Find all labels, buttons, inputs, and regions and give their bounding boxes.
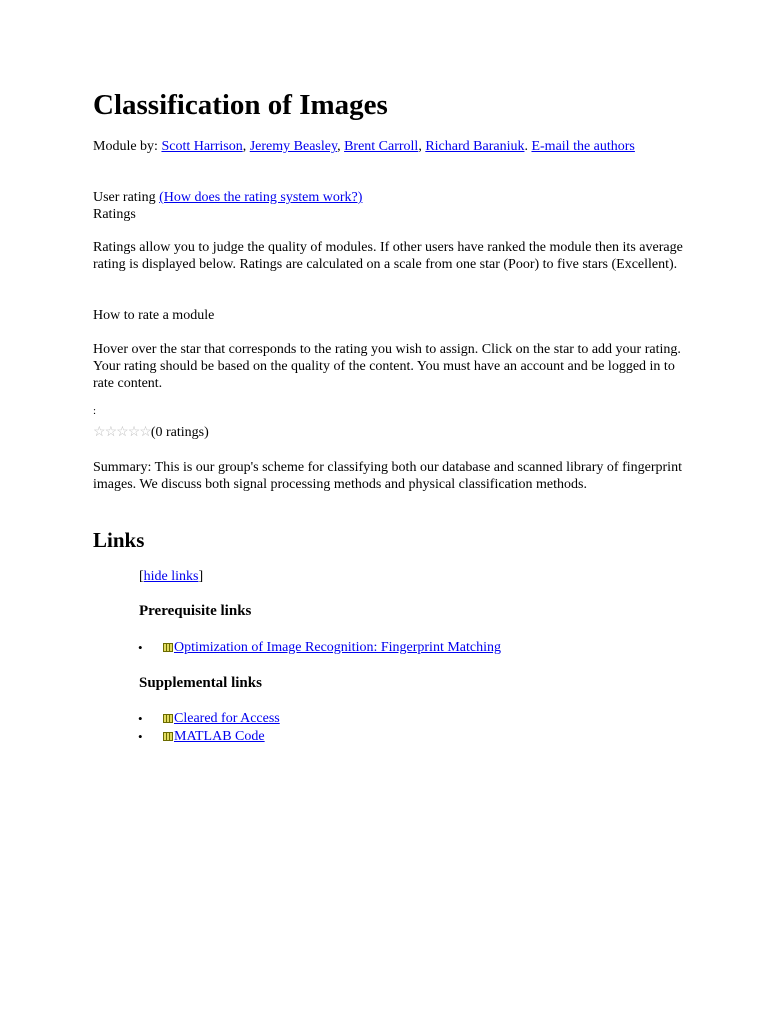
prerequisite-links-heading: Prerequisite links (139, 603, 252, 619)
rating-stars-row (93, 424, 209, 441)
supplemental-link-matlab-code[interactable]: MATLAB Code (174, 729, 265, 744)
star-1-icon[interactable]: ☆ (93, 425, 105, 440)
hide-links-link[interactable]: hide links (143, 569, 199, 584)
bullet-icon: • (138, 711, 143, 726)
module-icon (163, 732, 173, 741)
links-heading: Links (93, 528, 145, 552)
star-2-icon[interactable]: ☆ (104, 425, 117, 440)
byline-separator: , (337, 139, 345, 154)
email-authors-link[interactable]: E-mail the authors (531, 139, 635, 154)
hide-links-control (139, 568, 679, 585)
star-3-icon[interactable]: ☆ (116, 425, 128, 440)
author-link-richard-baraniuk[interactable]: Richard Baraniuk (425, 139, 525, 154)
supplemental-link-cleared-for-access[interactable]: Cleared for Access (174, 711, 280, 726)
user-rating-line (93, 189, 683, 206)
supplemental-links-heading: Supplemental links (139, 675, 262, 691)
list-item (138, 639, 501, 656)
list-item (138, 728, 265, 745)
hide-links-open-bracket: [ (139, 569, 144, 584)
bullet-icon: • (138, 640, 143, 655)
author-link-scott-harrison[interactable]: Scott Harrison (161, 139, 243, 154)
byline-separator: , (418, 139, 426, 154)
module-summary: Summary: This is our group's scheme for classifying both our database and scanned library of fingerprint images. We discuss both signal processing methods and physical classification methods. (93, 460, 682, 492)
page-title: Classification of Images (93, 89, 388, 121)
star-4-icon[interactable]: ☆ (127, 425, 140, 440)
byline-end-separator: . (524, 139, 532, 154)
ratings-description: Ratings allow you to judge the quality of modules. If other users have ranked the module then its average rating is displayed below. Ratings are calculated on a scale from one star (Poor) to five stars (Excellent). (93, 240, 683, 272)
module-icon (163, 643, 173, 652)
bullet-icon: • (138, 729, 143, 744)
prerequisite-link[interactable]: Optimization of Image Recognition: Fingerprint Matching (174, 640, 501, 655)
byline-separator: , (242, 139, 250, 154)
list-item (138, 710, 280, 727)
how-to-rate-heading: How to rate a module (93, 308, 215, 323)
module-icon (163, 714, 173, 723)
byline (93, 138, 683, 155)
hide-links-close-bracket: ] (198, 569, 204, 584)
user-rating-label: User rating (93, 190, 160, 205)
how-to-rate-text: Hover over the star that corresponds to the rating you wish to assign. Click on the star to add your rating. Your rating should be based on the quality of the content. You must have an account and be logged in to rate content. (93, 342, 681, 391)
author-link-jeremy-beasley[interactable]: Jeremy Beasley (249, 139, 338, 154)
ratings-heading: Ratings (93, 207, 136, 222)
rating-count: (0 ratings) (150, 425, 209, 440)
author-link-brent-carroll[interactable]: Brent Carroll (344, 139, 419, 154)
byline-prefix: Module by: (93, 139, 162, 154)
rating-colon: : (93, 405, 97, 417)
star-5-icon[interactable]: ☆ (139, 425, 151, 440)
rating-help-link[interactable]: (How does the rating system work?) (159, 190, 363, 205)
